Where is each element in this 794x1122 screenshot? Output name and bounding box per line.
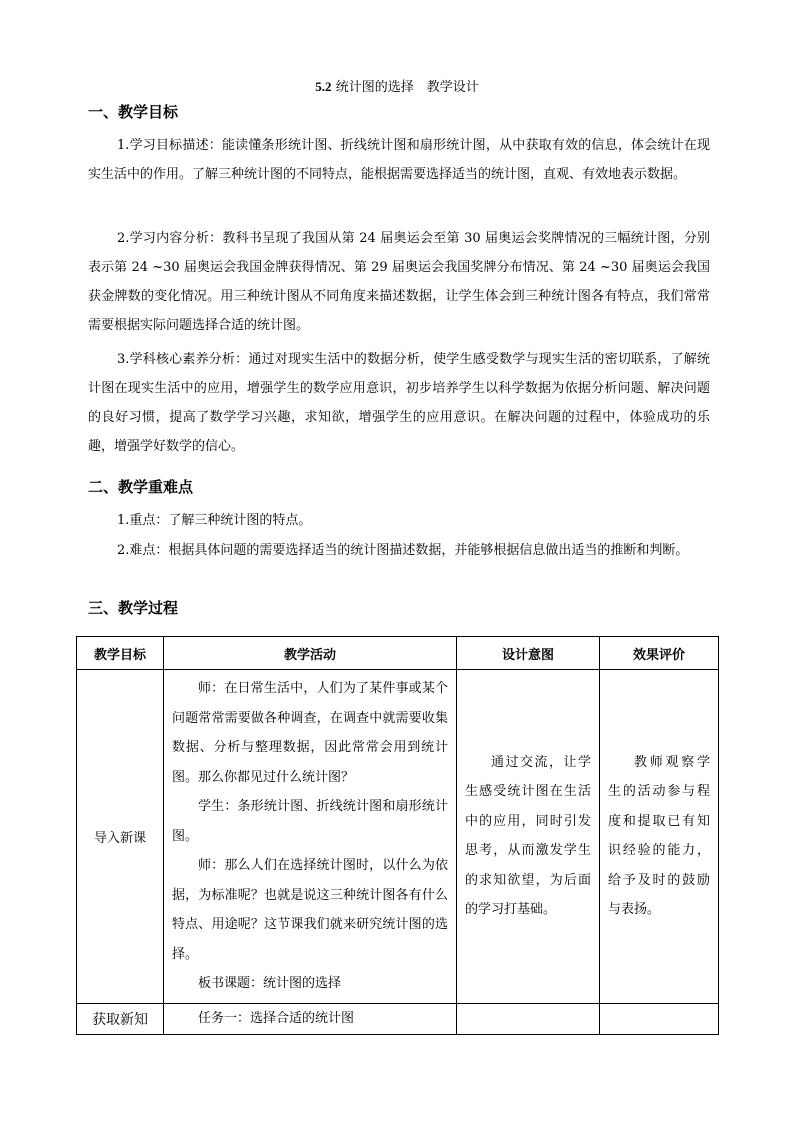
section-heading-goals: 一、教学目标 [88,103,179,121]
section-heading-process: 三、教学过程 [88,599,179,617]
table-header-row [77,637,719,670]
header-intent: 设计意图 [457,637,600,670]
process-table [76,636,719,1035]
activity-line: 师：那么人们在选择统计图时，以什么为依据，为标准呢？也就是说这三种统计图各有什么特点、用途呢？这节课我们就来研究统计图的选择。 [172,858,448,962]
row-evaluation-empty [600,1003,719,1034]
row-goal: 获取新知 [77,1003,164,1034]
activity-line: 学生：条形统计图、折线统计图和扇形统计图。 [172,799,448,844]
document-title: 5.2 统计图的选择 教学设计 [315,79,479,95]
header-activity: 教学活动 [164,637,457,670]
table-row [77,1003,719,1034]
header-evaluation: 效果评价 [600,637,719,670]
key-point-2: 2.难点：根据具体问题的需要选择适当的统计图描述数据，并能够根据信息做出适当的推断和判断。 [117,543,689,558]
row-intent-empty [457,1003,600,1034]
section-heading-key-points: 二、教学重难点 [88,478,194,496]
table-row [77,670,719,1004]
row-intent: 通过交流，让学生感受统计图在生活中的应用，同时引发思考，从而激发学生的求知欲望，为后面的学习打基础。 [457,670,600,1004]
row-activity [164,1003,457,1034]
row-activity [164,670,457,1004]
key-point-1: 1.重点：了解三种统计图的特点。 [117,513,312,528]
row-goal: 导入新课 [77,670,164,1004]
activity-line: 板书课题：统计图的选择 [198,976,342,991]
activity-line: 师：在日常生活中，人们为了某件事或某个问题常常需要做各种调查，在调查中就需要收集数据、分析与整理数据，因此常常会用到统计图。那么你都见过什么统计图？ [172,681,448,785]
goal-paragraph-1: 1.学习目标描述：能读懂条形统计图、折线统计图和扇形统计图，从中获取有效的信息，体会统计在现实生活中的作用。了解三种统计图的不同特点，能根据需要选择适当的统计图，直观、有效地表示数据。 [88,138,710,182]
header-goal: 教学目标 [77,637,164,670]
row-evaluation: 教师观察学生的活动参与程度和提取已有知识经验的能力，给予及时的鼓励与表扬。 [600,670,719,1004]
goal-paragraph-3: 3.学科核心素养分析：通过对现实生活中的数据分析，使学生感受数学与现实生活的密切联系，了解统计图在现实生活中的应用，增强学生的数学应用意识，初步培养学生以科学数据为依据分析问题、解决问题的良好习惯，提高了数学学习兴趣，求知欲，增强学生的应用意识。在解决问题的过程中，体验成功的乐趣，增强学好数学的信心。 [88,352,710,454]
activity-line: 任务一：选择合适的统计图 [198,1010,355,1026]
goal-paragraph-2: 2.学习内容分析：教科书呈现了我国从第 24 届奥运会至第 30 届奥运会奖牌情况的三幅统计图，分别表示第 24 ~30 届奥运会我国金牌获得情况、第 29 届奥运会我国奖牌分布情况、第 24 ~30 届奥运会我国获金牌数的变化情况。用三种统计图从不同角度来描述数据，让学生体会到三种统计图各有特点，我们常常需要根据实际问题选择合适的统计图。 [88,231,710,333]
